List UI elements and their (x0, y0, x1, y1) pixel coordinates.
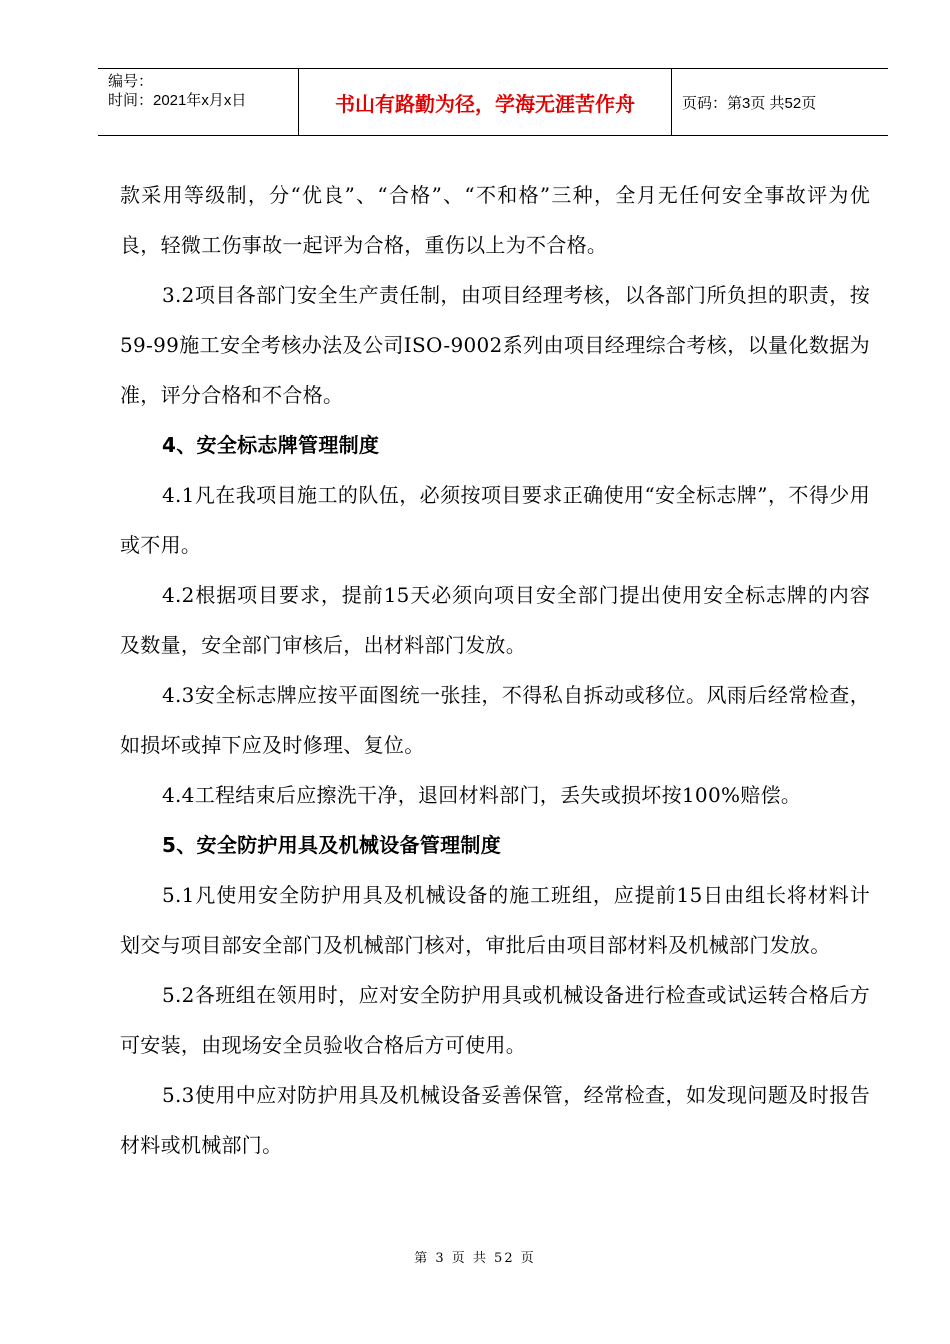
paragraph-4-2: 4.2根据项目要求，提前15天必须向项目安全部门提出使用安全标志牌的内容及数量，安全部门审核后，出材料部门发放。 (120, 583, 870, 657)
header-meta (98, 69, 299, 135)
header-motto: 书山有路勤为径，学海无涯苦作舟 (299, 69, 672, 135)
paragraph-4-3: 4.3安全标志牌应按平面图统一张挂，不得私自拆动或移位。风雨后经常检查，如损坏或掉下应及时修理、复位。 (120, 683, 870, 757)
paragraph-5-1: 5.1凡使用安全防护用具及机械设备的施工班组，应提前15日由组长将材料计划交与项目部安全部门及机械部门核对，审批后由项目部材料及机械部门发放。 (120, 883, 870, 957)
section-heading-5: 5、安全防护用具及机械设备管理制度 (162, 833, 502, 857)
time-label: 时间：2021年x月x日 (108, 92, 247, 109)
page-header (98, 68, 888, 136)
section-heading-4: 4、安全标志牌管理制度 (162, 433, 380, 457)
number-label: 编号： (108, 73, 154, 90)
paragraph-5-2: 5.2各班组在领用时，应对安全防护用具或机械设备进行检查或试运转合格后方可安装，由现场安全员验收合格后方可使用。 (120, 983, 870, 1057)
header-page-info: 页码：第3页 共52页 (682, 94, 817, 112)
paragraph-3-2: 3.2项目各部门安全生产责任制，由项目经理考核，以各部门所负担的职责，按59-99施工安全考核办法及公司ISO-9002系列由项目经理综合考核，以量化数据为准，评分合格和不合格。 (120, 283, 870, 407)
document-body (120, 170, 870, 1170)
paragraph-5-3: 5.3使用中应对防护用具及机械设备妥善保管，经常检查，如发现问题及时报告材料或机械部门。 (120, 1083, 870, 1157)
page-footer: 第 3 页 共 52 页 (414, 1251, 536, 1266)
paragraph-continuation: 款采用等级制，分“优良”、“合格”、“不和格”三种，全月无任何安全事故评为优良，轻微工伤事故一起评为合格，重伤以上为不合格。 (120, 183, 870, 257)
paragraph-4-1: 4.1凡在我项目施工的队伍，必须按项目要求正确使用“安全标志牌”，不得少用或不用。 (120, 483, 870, 557)
paragraph-4-4: 4.4工程结束后应擦洗干净，退回材料部门，丢失或损坏按100%赔偿。 (162, 783, 802, 807)
